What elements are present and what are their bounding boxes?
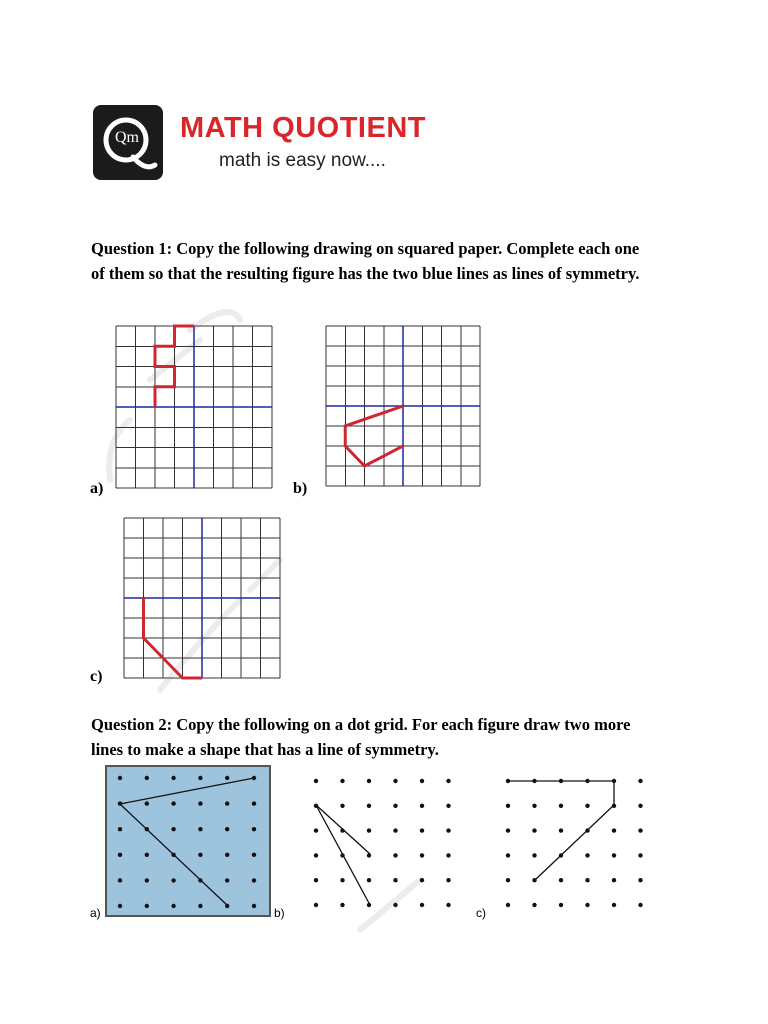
grid-dot <box>612 828 616 832</box>
grid-dot <box>446 804 450 808</box>
grid-dot <box>171 776 175 780</box>
grid-dot <box>252 878 256 882</box>
grid-b <box>326 326 480 486</box>
grid-dot <box>638 853 642 857</box>
grid-dot <box>145 878 149 882</box>
question-2-line-2: lines to make a shape that has a line of symmetry. <box>91 740 439 759</box>
grid-dot <box>171 878 175 882</box>
question-1-text <box>91 236 691 286</box>
grid-dot <box>252 853 256 857</box>
grid-dot <box>559 828 563 832</box>
grid-dot <box>252 827 256 831</box>
grid-dot <box>638 903 642 907</box>
dot-grid-b <box>300 770 460 915</box>
brand-logo <box>93 105 163 180</box>
grid-dot <box>420 804 424 808</box>
grid-dot <box>198 776 202 780</box>
grid-dot <box>420 903 424 907</box>
grid-dot <box>340 903 344 907</box>
grid-dot <box>446 903 450 907</box>
grid-dot <box>225 801 229 805</box>
brand-tagline: math is easy now.... <box>219 150 386 171</box>
grid-dot <box>585 903 589 907</box>
grid-dot <box>420 853 424 857</box>
grid-dot <box>171 827 175 831</box>
q2-label-c: c) <box>476 906 486 920</box>
question-1-line-1: Question 1: Copy the following drawing on squared paper. Complete each one <box>91 239 640 258</box>
grid-dot <box>367 878 371 882</box>
grid-dot <box>171 904 175 908</box>
grid-dot <box>446 878 450 882</box>
grid-dot <box>506 853 510 857</box>
grid-dot <box>252 801 256 805</box>
dot-grid-c <box>496 770 656 915</box>
q1-label-c: c) <box>90 668 103 685</box>
grid-dot <box>532 903 536 907</box>
grid-dot <box>446 853 450 857</box>
grid-dot <box>145 776 149 780</box>
logo-letters: Qm <box>115 129 139 146</box>
brand-name: MATH QUOTIENT <box>180 112 426 144</box>
grid-dot <box>638 804 642 808</box>
q2-label-b: b) <box>274 906 285 920</box>
q1-label-a: a) <box>90 480 104 497</box>
grid-dot <box>393 878 397 882</box>
grid-dot <box>314 828 318 832</box>
grid-dot <box>532 828 536 832</box>
grid-dot <box>340 878 344 882</box>
grid-dot <box>225 878 229 882</box>
grid-dot <box>506 878 510 882</box>
grid-dot <box>446 828 450 832</box>
grid-c <box>124 518 280 678</box>
grid-dot <box>393 853 397 857</box>
grid-dot <box>420 878 424 882</box>
grid-dot <box>252 904 256 908</box>
grid-dot <box>145 801 149 805</box>
grid-dot <box>314 878 318 882</box>
grid-dot <box>506 903 510 907</box>
grid-dot <box>118 827 122 831</box>
grid-dot <box>145 853 149 857</box>
q2-label-a: a) <box>90 906 101 920</box>
grid-dot <box>612 878 616 882</box>
grid-dot <box>367 828 371 832</box>
grid-dot <box>225 827 229 831</box>
grid-dot <box>340 779 344 783</box>
grid-dot <box>585 878 589 882</box>
grid-dot <box>198 904 202 908</box>
grid-dot <box>198 853 202 857</box>
dot-grid-b-lines <box>316 805 370 905</box>
grid-dot <box>420 828 424 832</box>
grid-dot <box>367 804 371 808</box>
grid-dot <box>314 903 318 907</box>
question-2-text <box>91 712 691 762</box>
grid-dot <box>118 853 122 857</box>
grid-dot <box>171 801 175 805</box>
grid-dot <box>446 779 450 783</box>
grid-dot <box>506 804 510 808</box>
grid-dot <box>559 804 563 808</box>
question-1-line-2: of them so that the resulting figure has the two blue lines as lines of symmetry. <box>91 264 640 283</box>
grid-dot <box>118 776 122 780</box>
grid-dot <box>393 903 397 907</box>
grid-dot <box>145 904 149 908</box>
grid-dot <box>532 853 536 857</box>
grid-dot <box>118 878 122 882</box>
grid-dot <box>393 828 397 832</box>
dot-grid-a <box>106 766 270 916</box>
grid-dot <box>314 779 318 783</box>
dot-grid-b-dots <box>314 779 451 907</box>
q1-label-b: b) <box>293 480 308 497</box>
question-2-line-1: Question 2: Copy the following on a dot grid. For each figure draw two more <box>91 715 631 734</box>
grid-dot <box>585 853 589 857</box>
grid-dot <box>198 801 202 805</box>
grid-a <box>116 326 272 488</box>
grid-dot <box>393 779 397 783</box>
grid-dot <box>612 903 616 907</box>
grid-dot <box>638 779 642 783</box>
grid-dot <box>585 804 589 808</box>
grid-dot <box>506 828 510 832</box>
grid-dot <box>612 853 616 857</box>
grid-dot <box>420 779 424 783</box>
grid-dot <box>225 853 229 857</box>
grid-dot <box>393 804 397 808</box>
grid-dot <box>559 903 563 907</box>
grid-dot <box>314 853 318 857</box>
grid-dot <box>340 804 344 808</box>
grid-dot <box>638 828 642 832</box>
grid-dot <box>532 804 536 808</box>
grid-dot <box>638 878 642 882</box>
grid-dot <box>559 878 563 882</box>
grid-dot <box>118 904 122 908</box>
grid-dot <box>225 776 229 780</box>
grid-b-shape <box>345 406 403 466</box>
grid-dot <box>367 779 371 783</box>
grid-dot <box>198 827 202 831</box>
